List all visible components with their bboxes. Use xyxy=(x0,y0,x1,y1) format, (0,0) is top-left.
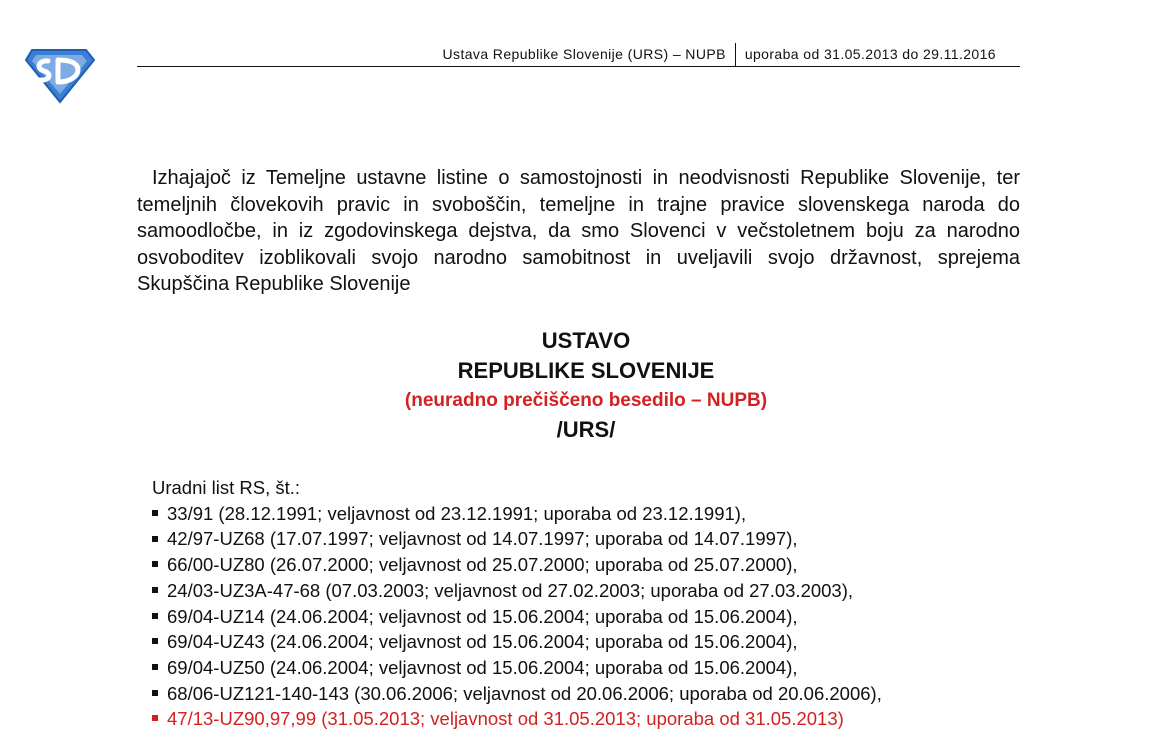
list-item: 69/04-UZ14 (24.06.2004; veljavnost od 15.06.2004; uporaba od 15.06.2004), xyxy=(137,604,1020,630)
header-validity: uporaba od 31.05.2013 do 29.11.2016 xyxy=(744,46,996,62)
list-item: 24/03-UZ3A-47-68 (07.03.2003; veljavnost od 27.02.2003; uporaba od 27.03.2003), xyxy=(137,578,1020,604)
bullet-icon xyxy=(152,510,158,516)
list-item: 66/00-UZ80 (26.07.2000; veljavnost od 25.07.2000; uporaba od 25.07.2000), xyxy=(137,552,1020,578)
document-title xyxy=(137,326,1035,445)
list-item: 68/06-UZ121-140-143 (30.06.2006; veljavnost od 20.06.2006; uporaba od 20.06.2006), xyxy=(137,681,1020,707)
bullet-icon xyxy=(152,690,158,696)
title-subtitle: (neuradno prečiščeno besedilo – NUPB) xyxy=(404,390,768,411)
header-title: Ustava Republike Slovenije (URS) – NUPB xyxy=(442,46,726,62)
title-line-2: REPUBLIKE SLOVENIJE xyxy=(457,358,715,383)
bullet-icon xyxy=(152,587,158,593)
list-item-latest: 47/13-UZ90,97,99 (31.05.2013; veljavnost od 31.05.2013; uporaba od 31.05.2013) xyxy=(137,706,1020,732)
preamble-paragraph: Izhajajoč iz Temeljne ustavne listine o samostojnosti in neodvisnosti Republike Slovenije, ter temeljnih človekovih pravic in svoboščin, temeljne in trajne pravice slovenskega naroda do samoodločbe, in iz zgodovinskega dejstva, da smo Slovenci v večstoletnem boju za narodno osvoboditev izoblikovali svojo narodno samobitnost in uveljavili svojo državnost, sprejema Skupščina Republike Slovenije xyxy=(137,167,1020,295)
page-header xyxy=(137,44,1020,67)
gazette-section xyxy=(137,475,1020,732)
bullet-icon xyxy=(152,664,158,670)
bullet-icon xyxy=(152,638,158,644)
title-abbreviation: /URS/ xyxy=(556,417,616,442)
bullet-icon xyxy=(152,613,158,619)
bullet-icon xyxy=(152,561,158,567)
gazette-list xyxy=(137,501,1020,732)
header-text xyxy=(443,46,996,67)
gazette-label: Uradni list RS, št.: xyxy=(152,477,301,498)
list-item: 69/04-UZ50 (24.06.2004; veljavnost od 15.06.2004; uporaba od 15.06.2004), xyxy=(137,655,1020,681)
sd-shield-logo-icon xyxy=(22,46,96,104)
header-separator xyxy=(735,43,736,67)
bullet-icon xyxy=(152,536,158,542)
list-item: 69/04-UZ43 (24.06.2004; veljavnost od 15.06.2004; uporaba od 15.06.2004), xyxy=(137,629,1020,655)
list-item: 42/97-UZ68 (17.07.1997; veljavnost od 14.07.1997; uporaba od 14.07.1997), xyxy=(137,526,1020,552)
title-line-1: USTAVO xyxy=(541,328,631,353)
list-item: 33/91 (28.12.1991; veljavnost od 23.12.1991; uporaba od 23.12.1991), xyxy=(137,501,1020,527)
bullet-icon xyxy=(152,715,158,721)
